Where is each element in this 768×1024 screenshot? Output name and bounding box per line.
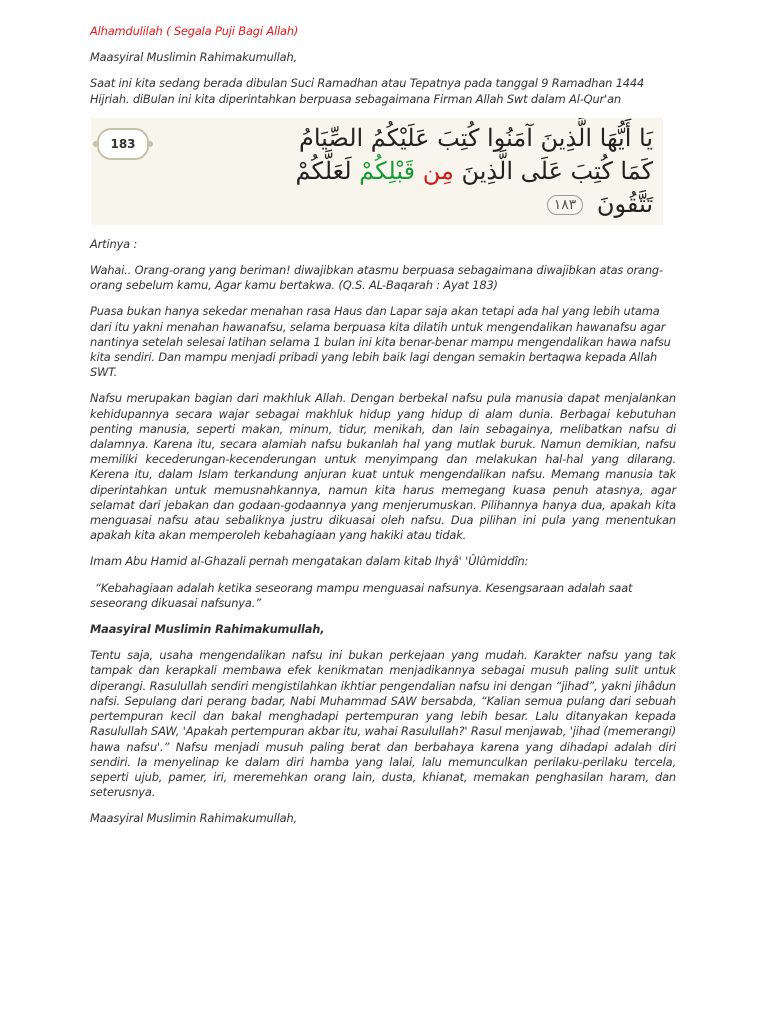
ayah-end-marker: ١٨٣: [547, 195, 584, 215]
arabic-word-qablikum: قَبْلِكُمْ: [359, 156, 416, 185]
paragraph-2: Nafsu merupakan bagian dari makhluk Allah. Dengan berbekal nafsu pula manusia dapat menjalankan kehidupannya secara wajar sebagai makhluk hidup yang hidup di alam dunia. Berbagai kebutuhan penting manusia, seperti makan, minum, tidur, menikah, dan lain sebagainya, melibatkan nafsu di dalamnya. Karena itu, secara alamiah nafsu bukanlah hal yang mutlak buruk. Namun demikian, nafsu memiliki kecederungan-kecenderungan untuk menyimpang dan melakukan hal-hal yang dilarang. Kerena itu, dalam Islam terkandung anjuran kuat untuk mengendalikan nafsu. Memang manusia tak diperintahkan untuk memusnahkannya, namun kita harus memegang kuasa penuh atasnya, agar selamat dari jebakan dan godaan-godaannya yang menjerumuskan. Pilihannya hanya dua, apakah kita menguasai nafsu atau sebaliknya justru dikuasai oleh nafsu. Dua pilihan ini pula yang menentukan apakah kita akan memperoleh kebahagiaan yang hakiki atau tidak.: [90, 391, 676, 543]
arabic-verse-text: [173, 122, 653, 221]
arabic-line-2: [173, 155, 653, 188]
arabic-line-2-a: كَمَا كُتِبَ عَلَى الَّذِينَ: [453, 156, 653, 185]
arabic-line-3-text: تَتَّقُونَ: [596, 189, 653, 218]
page-title: Alhamdulilah ( Segala Puji Bagi Allah): [90, 24, 299, 38]
greeting-2: Maasyiral Muslimin Rahimakumullah,: [90, 622, 325, 637]
intro-paragraph: Saat ini kita sedang berada dibulan Suci Ramadhan atau Tepatnya pada tanggal 9 Ramadhan 1444 Hijriah. diBulan ini kita diperintahkan berpuasa sebagaimana Firman Allah Swt dalam Al-Qur'an: [90, 76, 645, 106]
paragraph-1: Puasa bukan hanya sekedar menahan rasa Haus dan Lapar saja akan tetapi ada hal yang lebih utama dari itu yakni menahan hawanafsu, selama berpuasa kita dilatih untuk mengendalikan hawanafsu agar nantinya setelah selesai latihan selama 1 bulan ini kita benar-benar mampu mengendalikan hawa nafsu kita sendiri. Dan mampu menjadi pribadi yang lebih baik lagi dengan semakin bertaqwa kepada Allah SWT.: [90, 304, 671, 380]
arabic-line-1: يَا أَيُّهَا الَّذِينَ آمَنُوا كُتِبَ عَلَيْكُمُ الصِّيَامُ: [298, 123, 653, 152]
arabic-word-min: مِن: [422, 156, 454, 185]
greeting-3: Maasyiral Muslimin Rahimakumullah,: [90, 811, 298, 826]
verse-number-badge: 183: [97, 128, 149, 160]
paragraph-4: Tentu saja, usaha mengendalikan nafsu ini bukan perkejaan yang mudah. Karakter nafsu yang tak tampak dan kerapkali membawa efek kenikmatan menjadikannya sebagai musuh paling sulit untuk diperangi. Rasulullah sendiri mengistilahkan ikhtiar pengendalian nafsu ini dengan “jihad”, yakni jihâdun nafsi. Sepulang dari perang badar, Nabi Muhammad SAW bersabda, “Kalian semua pulang dari sebuah pertempuran kecil dan bakal menghadapi pertempuran yang lebih besar. Lalu ditanyakan kepada Rasulullah SAW, 'Apakah pertempuran akbar itu, wahai Rasulullah?' Rasul menjawab, 'jihad (memerangi) hawa nafsu'.” Nafsu menjadi musuh paling berat dan berbahaya karena yang dihadapi adalah diri sendiri. Ia menyelinap ke dalam diri hamba yang lalai, lalu memunculkan perilaku-perilaku tercela, seperti ujub, pamer, iri, meremehkan orang lain, dusta, khianat, memakan penghasilan haram, dan seterusnya.: [90, 648, 676, 800]
quran-verse-image: [91, 118, 663, 225]
arabic-space: [415, 157, 423, 185]
paragraph-3: Imam Abu Hamid al-Ghazali pernah mengatakan dalam kitab Ihyâ' 'Ûlûmiddîn:: [90, 554, 529, 569]
artinya-label: Artinya :: [90, 236, 138, 251]
arabic-line-2-b: لَعَلَّكُمْ: [295, 156, 360, 185]
ghazali-quote: “Kebahagiaan adalah ketika seseorang mampu menguasai nafsunya. Kesengsaraan adalah saat seseorang dikuasai nafsunya.”: [90, 580, 633, 610]
translation-paragraph: Wahai.. Orang-orang yang beriman! diwajibkan atasmu berpuasa sebagaimana diwajibkan atas orang-orang sebelum kamu, Agar kamu bertakwa. (Q.S. AL-Baqarah : Ayat 183): [90, 263, 663, 293]
greeting-1: Maasyiral Muslimin Rahimakumullah,: [90, 50, 298, 65]
arabic-line-3: [173, 188, 653, 221]
